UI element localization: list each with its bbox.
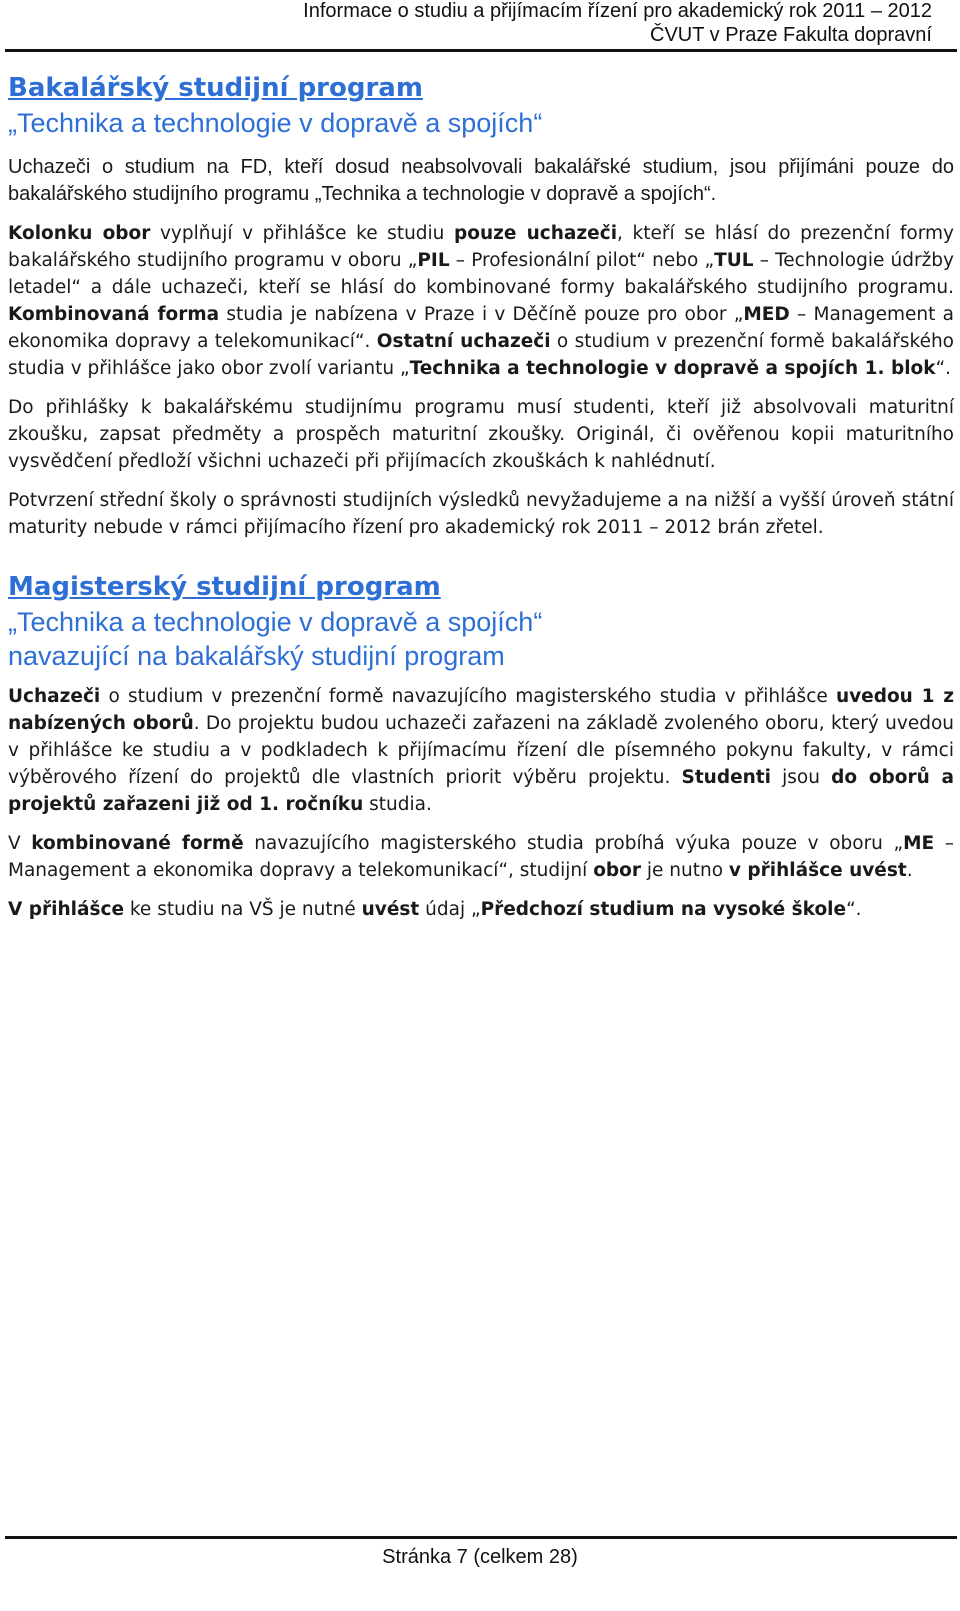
bold-text: Ostatní uchazeči <box>376 331 551 352</box>
bold-text: Technika a technologie v dopravě a spojích 1. blok <box>409 358 936 379</box>
bachelor-program-subtitle: „Technika a technologie v dopravě a spojích“ <box>8 108 543 138</box>
text: . <box>906 860 913 881</box>
text: – Management a ekonomika dopravy a telekomunikací“, studijní <box>8 833 954 881</box>
bold-text: PIL <box>417 250 450 271</box>
bold-text: Uchazeči <box>8 686 101 707</box>
text: jsou <box>770 767 832 788</box>
text: , kteří se hlásí do prezenční formy bakalářského studijního programu v oboru „ <box>8 223 954 271</box>
bold-text: Kombinovaná forma <box>8 304 220 325</box>
bold-text: uvedou 1 z nabízených oborů <box>8 686 955 734</box>
master-combined-paragraph <box>8 830 954 884</box>
header-divider <box>5 49 957 52</box>
master-program-subtitle: „Technika a technologie v dopravě a spojích“ <box>8 607 543 637</box>
master-program-subtitle-follow: navazující na bakalářský studijní program <box>8 641 505 671</box>
text: studia je nabízena v Praze i v Děčíně pouze pro obor „ <box>219 304 744 325</box>
page-content <box>8 70 954 923</box>
text: o studium v prezenční formě bakalářského studia v přihlášce jako obor zvolí variantu „ <box>8 331 954 379</box>
master-program-heading: Magisterský studijní program <box>8 572 441 602</box>
text: navazujícího magisterského studia probíhá výuka pouze v oboru „ <box>243 833 904 854</box>
text: “. <box>935 358 952 379</box>
text: . Do projektu budou uchazeči zařazeni na základě zvoleného oboru, který uvedou v přihlášce ke studiu a v podkladech k přijímacímu řízení dle písemného pokynu fakulty, v rámci výběrového řízení do projektů dle vlastních priorit výběru projektu. <box>8 713 954 788</box>
bold-text: TUL <box>714 250 754 271</box>
bachelor-confirmation-paragraph: Potvrzení střední školy o správnosti studijních výsledků nevyžadujeme a na nižší a vyšší úroveň státní maturity nebude v rámci přijímacího řízení pro akademický rok 2011 – 2012 brán zřetel. <box>8 490 954 538</box>
text: – Technologie údržby letadel“ a dále uchazeči, kteří se hlásí do kombinované formy bakalářského studijního programu. <box>8 250 954 298</box>
text: o studium v prezenční formě navazujícího magisterského studia v přihlášce <box>100 686 836 707</box>
bold-text: do oborů a projektů zařazeni již od 1. ročníku <box>8 767 954 815</box>
text: vyplňují v přihlášce ke studiu <box>150 223 455 244</box>
page-header <box>0 0 960 52</box>
bold-text: V přihlášce <box>8 899 124 920</box>
header-document-title: Informace o studiu a přijímacím řízení pro akademický rok 2011 – 2012 <box>303 0 932 22</box>
text: – Profesionální pilot“ nebo „ <box>449 250 715 271</box>
master-fields-paragraph <box>8 683 954 818</box>
bachelor-field-paragraph <box>8 220 954 382</box>
bold-text: uvést <box>361 899 420 920</box>
bold-text: kombinované formě <box>31 833 244 854</box>
text: je nutno <box>640 860 729 881</box>
bold-text: MED <box>743 304 790 325</box>
footer-divider <box>5 1536 957 1539</box>
text: V <box>8 833 32 854</box>
text: údaj „ <box>419 899 481 920</box>
bold-text: Kolonku obor <box>8 223 151 244</box>
bachelor-intro-paragraph: Uchazeči o studium na FD, kteří dosud neabsolvovali bakalářské studium, jsou přijímáni pouze do bakalářského studijního programu „Technika a technologie v dopravě a spojích“. <box>8 156 954 205</box>
master-previous-study-paragraph <box>8 896 954 923</box>
text: “. <box>846 899 862 920</box>
text: studia. <box>363 794 432 815</box>
bachelor-program-heading: Bakalářský studijní program <box>8 73 423 103</box>
bold-text: obor <box>593 860 641 881</box>
header-institution: ČVUT v Praze Fakulta dopravní <box>650 24 932 46</box>
text: – Management a ekonomika dopravy a telekomunikací“. <box>8 304 954 352</box>
bold-text: Studenti <box>681 767 771 788</box>
text: ke studiu na VŠ je nutné <box>124 899 362 920</box>
bold-text: Předchozí studium na vysoké škole <box>480 899 847 920</box>
page-number: Stránka 7 (celkem 28) <box>382 1546 578 1568</box>
bold-text: ME <box>903 833 935 854</box>
bachelor-maturita-paragraph: Do přihlášky k bakalářskému studijnímu programu musí studenti, kteří již absolvovali maturitní zkoušku, zapsat předměty a prospěch maturitní zkoušky. Originál, či ověřenou kopii maturitního vysvědčení předloží všichni uchazeči při přijímacích zkouškách k nahlédnutí. <box>8 397 954 472</box>
bold-text: v přihlášce uvést <box>728 860 907 881</box>
bold-text: pouze uchazeči <box>454 223 618 244</box>
